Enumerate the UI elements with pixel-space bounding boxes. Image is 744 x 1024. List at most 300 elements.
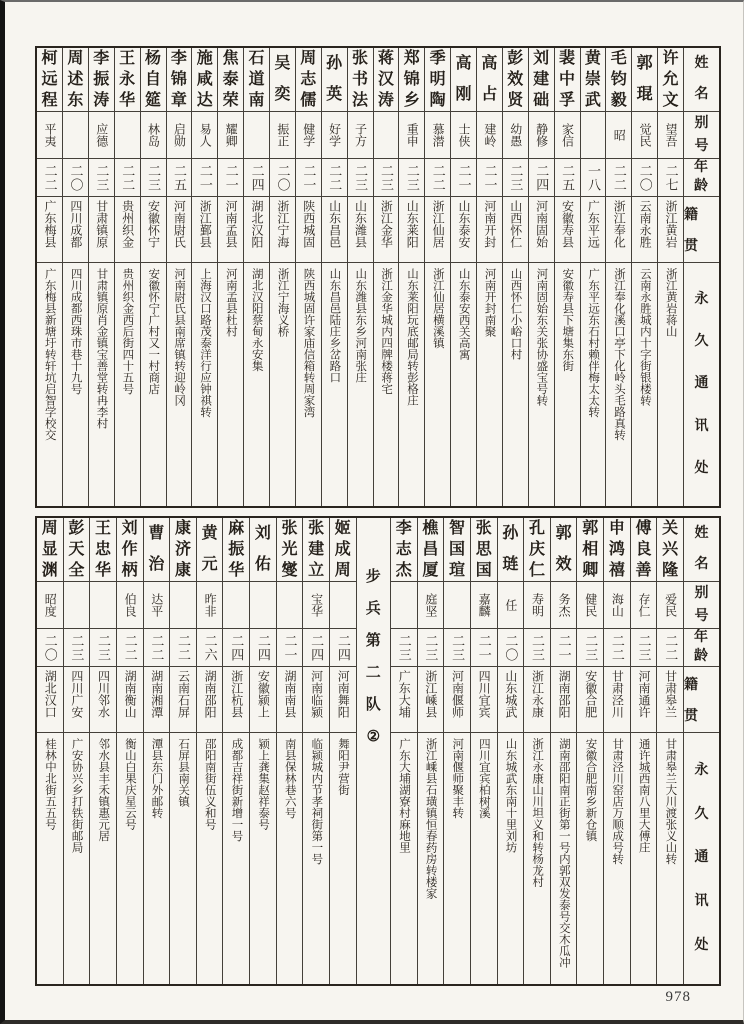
person-name-char: 姬	[334, 519, 351, 537]
header-age-char: 龄	[694, 648, 709, 664]
person-name-char: 荣	[222, 91, 239, 109]
person-age	[296, 159, 321, 197]
header-native	[684, 197, 719, 263]
section-title-char: 队	[365, 697, 381, 713]
person-native-text: 河南偃师	[450, 670, 465, 718]
person-address-text: 湖北汉阳蔡甸永安集	[250, 268, 263, 372]
person-address	[471, 733, 497, 984]
person-age	[90, 629, 116, 667]
person-name-char: 相	[582, 540, 599, 558]
person-address-text: 广东梅县新塘圩转轩坑启智学校交	[43, 268, 56, 441]
person-name	[503, 48, 528, 112]
person-native	[503, 197, 528, 263]
person-column	[169, 518, 196, 984]
person-name	[555, 48, 580, 112]
person-native	[348, 197, 373, 263]
person-native-text: 湖南邵阳	[203, 670, 218, 718]
person-column	[630, 518, 657, 984]
person-address-text: 浙江黄岩蒋山	[664, 268, 677, 337]
person-name-char: 曹	[148, 524, 165, 542]
person-address-text: 湖南邵阳南正街第一号内郭双发泰号交木瓜冲	[557, 738, 570, 968]
person-age	[444, 629, 470, 667]
section-title-char: 步	[365, 569, 381, 585]
person-name-char: 周	[300, 49, 317, 67]
person-age-text: 二一	[482, 163, 498, 192]
person-native	[330, 667, 356, 733]
person-address	[167, 263, 192, 506]
header-address-char: 处	[694, 460, 709, 476]
person-alias	[606, 112, 631, 159]
person-age	[37, 159, 62, 197]
person-alias	[658, 112, 683, 159]
person-alias-text: 达平	[149, 593, 164, 617]
person-native	[63, 197, 88, 263]
person-native-text: 广东大埔	[397, 670, 412, 718]
person-native-text: 河南临颍	[309, 670, 324, 718]
person-name-char: 泰	[222, 70, 239, 88]
person-native	[374, 197, 399, 263]
person-name-char: 治	[148, 556, 165, 574]
person-name-char: 李	[170, 49, 187, 67]
person-alias	[167, 112, 192, 159]
person-native-text: 甘肃泾川	[610, 670, 625, 718]
person-alias	[330, 582, 356, 629]
person-alias	[503, 112, 528, 159]
person-address	[577, 733, 603, 984]
person-address-text: 南县保林巷六号	[283, 738, 296, 819]
person-age	[451, 159, 476, 197]
person-native-text: 陕西城固	[301, 200, 316, 248]
person-alias-text: 士侠	[457, 123, 472, 147]
header-address-char: 通	[694, 850, 709, 866]
person-column	[140, 48, 166, 506]
person-native-text: 山东莱阳	[405, 200, 420, 248]
person-age-text: 二三	[636, 633, 652, 662]
person-alias	[529, 112, 554, 159]
person-age	[89, 159, 114, 197]
header-address	[684, 733, 719, 984]
person-native-text: 湖南邵阳	[557, 670, 572, 718]
person-column	[476, 48, 502, 506]
person-native-text: 山东昌邑	[327, 200, 342, 248]
person-address-text: 潭县东门外邮转	[150, 738, 163, 819]
person-name-char: 琏	[502, 556, 519, 574]
person-name-char: 张	[308, 519, 325, 537]
person-column	[191, 48, 217, 506]
header-alias	[684, 112, 719, 159]
person-column	[329, 518, 356, 984]
person-native-text: 安徽颍上	[256, 670, 271, 718]
person-age-text: 二六	[202, 633, 218, 662]
person-address-text: 舞阳尹营街	[337, 738, 349, 796]
person-native	[244, 197, 269, 263]
person-address-text: 河南开封南聚	[483, 268, 496, 337]
person-name	[529, 48, 554, 112]
person-address	[115, 263, 140, 506]
person-alias-text: 寿明	[530, 593, 545, 617]
person-native-text: 甘肃皋兰	[663, 670, 678, 718]
person-name	[223, 518, 249, 582]
person-name-char: 远	[41, 70, 58, 88]
header-age	[684, 159, 719, 197]
person-alias-text: 嘉麟	[477, 593, 492, 617]
person-name-char: 刘	[533, 49, 550, 67]
person-name	[277, 518, 303, 582]
person-age-text: 二一	[223, 163, 239, 192]
person-native	[658, 197, 683, 263]
section-divider-column	[356, 518, 390, 984]
person-address-text: 浙江奉化溪口亭下化岭头毛路真转	[613, 268, 626, 441]
person-address	[604, 733, 630, 984]
person-native-text: 河南舞阳	[336, 670, 351, 718]
person-address	[37, 263, 62, 506]
person-address	[374, 263, 399, 506]
person-column	[550, 518, 577, 984]
person-native	[477, 197, 502, 263]
person-age-text: 二三	[583, 633, 599, 662]
person-name	[418, 518, 444, 582]
person-address	[197, 733, 223, 984]
header-name	[684, 48, 719, 112]
person-name	[270, 48, 295, 112]
person-alias	[296, 112, 321, 159]
person-column	[443, 518, 470, 984]
person-native-text: 四川宜宾	[477, 670, 492, 718]
person-address	[391, 733, 417, 984]
person-name-char: 兴	[662, 540, 679, 558]
header-name	[684, 518, 719, 582]
person-address	[425, 263, 450, 506]
person-alias-text: 昨非	[203, 593, 218, 617]
person-name-char: 卿	[582, 561, 599, 579]
person-age-text: 二三	[378, 163, 394, 192]
person-column	[116, 518, 143, 984]
person-name-char: 毛	[610, 49, 627, 67]
person-age-text: 二〇	[503, 633, 519, 662]
person-age-text: 二二	[42, 163, 58, 192]
person-name-char: 柄	[121, 561, 138, 579]
person-age-text: 二四	[534, 163, 550, 192]
person-address	[657, 733, 683, 984]
person-alias	[657, 582, 683, 629]
person-alias-text: 耀卿	[224, 123, 239, 147]
person-name-char: 焦	[222, 49, 239, 67]
person-column	[114, 48, 140, 506]
person-alias	[115, 112, 140, 159]
person-column	[580, 48, 606, 506]
person-age	[270, 159, 295, 197]
section-title-char: ②	[366, 729, 381, 745]
person-name-char: 立	[308, 561, 325, 579]
person-native	[167, 197, 192, 263]
person-address	[170, 733, 196, 984]
person-name	[144, 518, 170, 582]
person-name-char: 张	[352, 49, 369, 67]
person-column	[554, 48, 580, 506]
person-alias	[555, 112, 580, 159]
person-column	[576, 518, 603, 984]
person-column	[37, 518, 63, 984]
person-name-char: 涛	[93, 91, 110, 109]
person-name	[451, 48, 476, 112]
person-alias-text: 林岛	[146, 123, 161, 147]
person-address	[529, 263, 554, 506]
person-name-char: 显	[41, 540, 58, 558]
person-name-char: 良	[635, 540, 652, 558]
person-name	[581, 48, 606, 112]
person-name-char: 忠	[95, 540, 112, 558]
person-address	[250, 733, 276, 984]
person-name-char: 成	[334, 540, 351, 558]
person-alias	[250, 582, 276, 629]
person-age-text: 二二	[149, 633, 165, 662]
person-name-char: 周	[334, 561, 351, 579]
person-column	[657, 48, 683, 506]
person-name-char: 周	[41, 519, 58, 537]
person-column	[222, 518, 249, 984]
person-alias	[477, 112, 502, 159]
person-name	[141, 48, 166, 112]
person-name-char: 济	[174, 540, 191, 558]
person-alias	[89, 112, 114, 159]
person-alias	[444, 582, 470, 629]
person-name	[374, 48, 399, 112]
person-name	[631, 518, 657, 582]
person-native	[632, 197, 657, 263]
person-age	[223, 629, 249, 667]
person-name-char: 全	[68, 561, 85, 579]
section-title-char: 第	[365, 633, 381, 649]
person-name-char: 国	[475, 561, 492, 579]
person-native	[170, 667, 196, 733]
header-native	[684, 667, 719, 733]
person-name	[197, 518, 223, 582]
person-age-text: 二三	[423, 633, 439, 662]
person-name-char: 郭	[636, 54, 653, 72]
person-age-text: 二一	[282, 633, 298, 662]
person-native	[192, 197, 217, 263]
person-name	[391, 518, 417, 582]
person-name-char: 鸿	[608, 540, 625, 558]
person-name-char: 崇	[584, 70, 601, 88]
person-name-char: 郭	[582, 519, 599, 537]
person-age	[425, 159, 450, 197]
person-name-char: 智	[449, 519, 466, 537]
person-column	[276, 518, 303, 984]
person-address-text: 颍上龚集赵祥泰号	[257, 738, 270, 830]
person-native-text: 山东泰安	[457, 200, 472, 248]
person-native-text: 云南石屏	[176, 670, 191, 718]
person-native	[277, 667, 303, 733]
person-alias-text: 望吾	[664, 123, 679, 147]
person-name-char: 自	[145, 70, 162, 88]
person-name	[348, 48, 373, 112]
person-alias-text: 健学	[301, 123, 316, 147]
person-name-char: 武	[584, 91, 601, 109]
person-address-text: 临颍城内节孝祠街第一号	[310, 738, 323, 865]
person-column	[63, 518, 90, 984]
person-age-text: 二三	[353, 163, 369, 192]
person-name-char: 许	[662, 49, 679, 67]
person-column	[631, 48, 657, 506]
person-name-char: 效	[507, 70, 524, 88]
person-address	[218, 263, 243, 506]
person-name-char: 华	[228, 561, 245, 579]
person-alias	[418, 582, 444, 629]
person-native-text: 贵州织金	[120, 200, 135, 248]
person-native	[391, 667, 417, 733]
person-address-text: 山东潍县东乡河南张庄	[354, 268, 367, 383]
person-age	[37, 629, 63, 667]
person-alias	[425, 112, 450, 159]
person-name-char: 思	[475, 540, 492, 558]
person-name-char: 黄	[201, 524, 218, 542]
person-native	[115, 197, 140, 263]
person-address	[581, 263, 606, 506]
person-name-char: 彭	[507, 49, 524, 67]
person-name-char: 孚	[559, 91, 576, 109]
person-address	[64, 733, 90, 984]
person-native	[270, 197, 295, 263]
person-column	[62, 48, 88, 506]
person-column	[295, 48, 321, 506]
person-name-char: 厦	[422, 561, 439, 579]
person-native	[444, 667, 470, 733]
person-address-text: 上海汉口路茂泰洋行应钟祺转	[199, 268, 212, 418]
field-header-column	[683, 48, 719, 506]
header-age-char: 龄	[694, 178, 709, 194]
person-age-text: 二一	[556, 633, 572, 662]
person-age-text: 二七	[663, 163, 679, 192]
person-column	[523, 518, 550, 984]
person-alias	[374, 112, 399, 159]
person-native-text: 云南永胜	[638, 200, 653, 248]
person-name-char: 隆	[662, 561, 679, 579]
person-name	[37, 48, 62, 112]
person-name-char: 李	[93, 49, 110, 67]
person-native-text: 甘肃镇原	[94, 200, 109, 248]
person-native-text: 湖南南县	[283, 670, 297, 718]
person-native-text: 河南开封	[482, 200, 497, 248]
person-column	[217, 48, 243, 506]
person-alias-text: 伯良	[123, 593, 138, 617]
person-address-text: 通许城西南八里大傅庄	[637, 738, 650, 853]
header-alias-char: 号	[694, 138, 709, 154]
header-alias-char: 别	[694, 115, 709, 131]
person-name	[632, 48, 657, 112]
person-alias	[170, 582, 196, 629]
person-column	[143, 518, 170, 984]
person-address	[141, 263, 166, 506]
person-age-text: 二二	[663, 633, 679, 662]
person-name-char: 李	[395, 519, 412, 537]
person-name-char: 孔	[528, 519, 545, 537]
person-name	[89, 48, 114, 112]
person-alias-text: 健民	[583, 593, 598, 617]
header-name-char: 名	[694, 557, 709, 573]
person-age	[167, 159, 192, 197]
person-alias-text: 子方	[353, 123, 368, 147]
person-alias-text: 昭	[612, 129, 627, 141]
person-age-text: 二〇	[637, 163, 653, 192]
person-address	[632, 263, 657, 506]
person-address-text: 安徽寿县下塘集东街	[561, 268, 574, 372]
header-alias-char: 别	[694, 585, 709, 601]
person-name-char: 周	[67, 49, 84, 67]
person-alias	[451, 112, 476, 159]
person-age-text: 二〇	[275, 163, 291, 192]
person-alias	[63, 112, 88, 159]
person-name-char: 永	[119, 70, 136, 88]
person-name	[115, 48, 140, 112]
person-name-char: 孙	[326, 54, 343, 72]
person-age	[244, 159, 269, 197]
person-address-text: 云南永胜城内十字街银楼转	[638, 268, 651, 406]
person-column	[417, 518, 444, 984]
person-native-text: 四川成都	[68, 200, 83, 248]
person-age	[197, 629, 223, 667]
person-address-text: 浙江金华城内四牌楼蒋宅	[380, 268, 393, 395]
person-native-text: 浙江奉化	[612, 200, 627, 248]
header-address-char: 讯	[694, 894, 709, 910]
person-native-text: 山东潍县	[353, 200, 368, 248]
person-column	[88, 48, 114, 506]
person-age-text: 二二	[120, 163, 136, 192]
person-native	[223, 667, 249, 733]
person-name-char: 石	[248, 49, 265, 67]
person-age-text: 二二	[611, 163, 627, 192]
person-name-char: 郑	[403, 49, 420, 67]
person-name-char: 建	[533, 70, 550, 88]
person-name	[244, 48, 269, 112]
person-name	[399, 48, 424, 112]
person-alias	[192, 112, 217, 159]
person-native	[604, 667, 630, 733]
roster-table-bottom	[35, 516, 721, 986]
person-alias-text: 易人	[198, 123, 213, 147]
person-address-text: 甘肃皋兰大川渡张义山转	[664, 738, 677, 865]
person-native-text: 河南固始	[534, 200, 549, 248]
header-name-char: 姓	[694, 55, 709, 71]
person-name-char: 高	[455, 54, 472, 72]
person-name	[170, 518, 196, 582]
person-native-text: 山东城武	[503, 670, 518, 718]
person-age-text: 二三	[508, 163, 524, 192]
person-alias	[631, 582, 657, 629]
person-name-char: 樵	[422, 519, 439, 537]
person-native-text: 安徽寿县	[560, 200, 575, 248]
person-name-char: 贤	[507, 91, 524, 109]
person-address-text: 山东昌邑陆庄乡岔路口	[328, 268, 341, 383]
person-age-text: 二一	[476, 633, 492, 662]
person-address-text: 甘肃泾川窑店万顺成号转	[611, 738, 624, 865]
person-age-text: 二三	[69, 633, 85, 662]
person-address	[89, 263, 114, 506]
person-native	[471, 667, 497, 733]
field-header-column	[683, 518, 719, 984]
person-native-text: 浙江鄞县	[198, 200, 213, 248]
person-age	[170, 629, 196, 667]
person-address	[330, 733, 356, 984]
person-age-text: 二二	[609, 633, 625, 662]
person-age	[658, 159, 683, 197]
person-name-char: 东	[67, 91, 84, 109]
header-address-char: 通	[694, 376, 709, 392]
person-column	[373, 48, 399, 506]
person-alias-text: 重申	[405, 123, 420, 147]
person-name	[90, 518, 116, 582]
person-native-text: 浙江金华	[379, 200, 394, 248]
